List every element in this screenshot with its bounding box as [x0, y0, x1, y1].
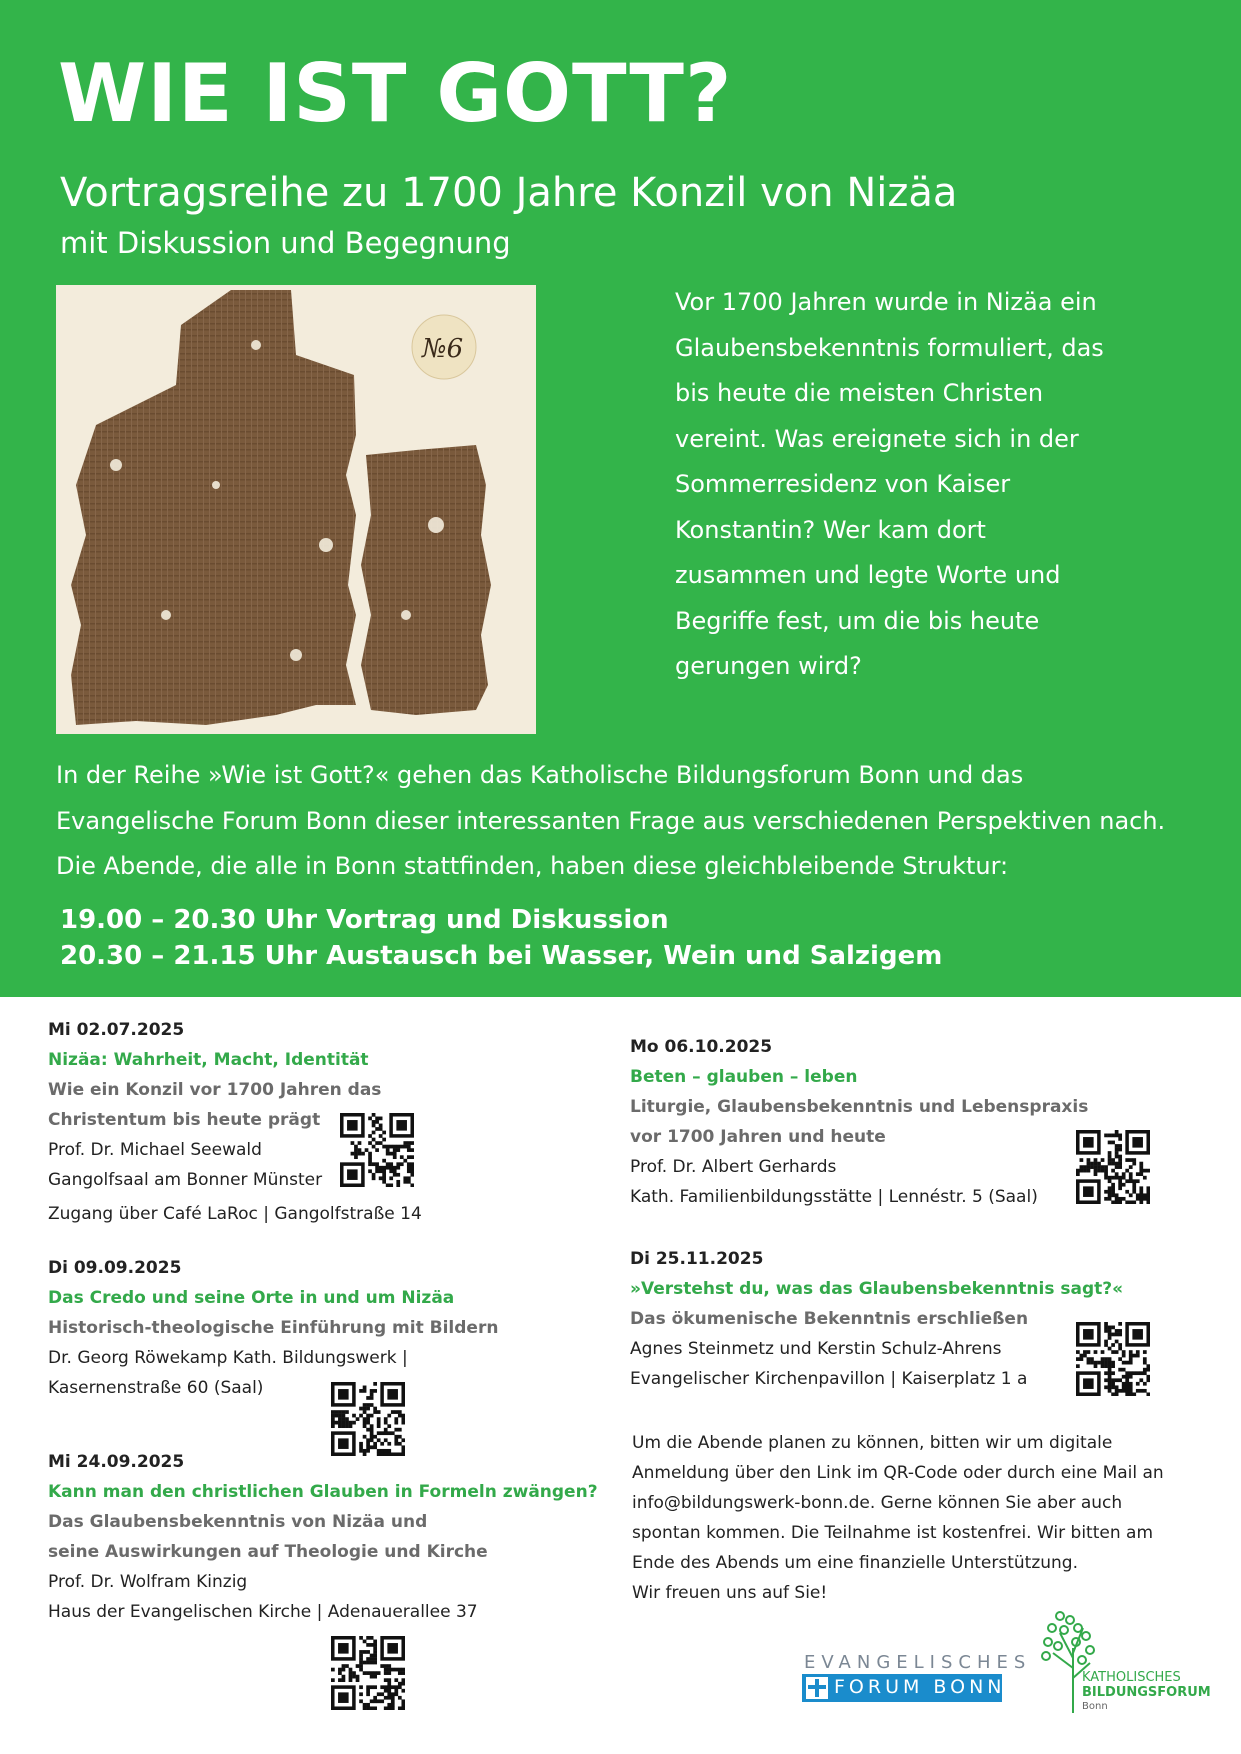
- event-venue: Evangelischer Kirchenpavillon | Kaiserplatz 1 a: [630, 1369, 1028, 1389]
- cross-icon: [806, 1677, 828, 1699]
- event-topic: Nizäa: Wahrheit, Macht, Identität: [48, 1050, 369, 1070]
- qr-code-icon[interactable]: [331, 1382, 405, 1456]
- evangelisches-forum-logo: EVANGELISCHES FORUM BONN: [802, 1652, 1002, 1706]
- event-date: Di 25.11.2025: [630, 1249, 764, 1269]
- event-subtitle: Wie ein Konzil vor 1700 Jahren das: [48, 1080, 382, 1100]
- event-subtitle: Liturgie, Glaubensbekenntnis und Lebenspraxis: [630, 1097, 1089, 1117]
- event-item: [48, 1253, 498, 1403]
- event-speaker: Dr. Georg Röwekamp Kath. Bildungswerk |: [48, 1348, 408, 1368]
- intro-text: Vor 1700 Jahren wurde in Nizäa ein Glaubensbekenntnis formuliert, das bis heute die meisten Christen vereint. Was ereignete sich in der Sommerresidenz von Kaiser Konstantin? Wer kam dort zusammen und legte Worte und Begriffe fest, um die bis heute gerungen wird?: [675, 288, 1104, 680]
- evening-schedule: 19.00 – 20.30 Uhr Vortrag und Diskussion 20.30 – 21.15 Uhr Austausch bei Wasser, Wein und Salzigem: [60, 905, 943, 971]
- event-speaker: Prof. Dr. Wolfram Kinzig: [48, 1572, 248, 1592]
- page-title: WIE IST GOTT?: [58, 47, 733, 140]
- event-topic: Das Credo und seine Orte in und um Nizäa: [48, 1288, 455, 1308]
- page-subtitle: Vortragsreihe zu 1700 Jahre Konzil von Nizäa: [60, 170, 958, 216]
- event-subtitle: Das Glaubensbekenntnis von Nizäa und: [48, 1512, 428, 1532]
- event-date: Mi 02.07.2025: [48, 1020, 185, 1040]
- event-item: [630, 1244, 1123, 1394]
- event-venue: Kath. Familienbildungsstätte | Lennéstr. 5 (Saal): [630, 1187, 1038, 1207]
- event-date: Mo 06.10.2025: [630, 1037, 773, 1057]
- series-description: In der Reihe »Wie ist Gott?« gehen das Katholische Bildungsforum Bonn und das Evangelische Forum Bonn dieser interessanten Frage aus verschiedenen Perspektiven nach. Die Abende, die alle in Bonn stattfinden, haben diese gleichbleibende Struktur:: [56, 761, 1166, 880]
- qr-code-icon[interactable]: [331, 1636, 405, 1710]
- event-venue: Kasernenstraße 60 (Saal): [48, 1378, 264, 1398]
- registration-note: Um die Abende planen zu können, bitten wir um digitale Anmeldung über den Link im QR-Code oder durch eine Mail an info@bildungswerk-bonn.de. Gerne können Sie aber auch spontan kommen. Die Teilnahme ist kostenfrei. Wir bitten am Ende des Abends um eine finanzielle Unterstützung. Wir freuen uns auf Sie!: [632, 1433, 1164, 1603]
- event-subtitle: seine Auswirkungen auf Theologie und Kirche: [48, 1542, 488, 1562]
- event-venue: Zugang über Café LaRoc | Gangolfstraße 14: [48, 1204, 422, 1224]
- papyrus-illustration: [56, 285, 536, 734]
- qr-code-icon[interactable]: [340, 1113, 414, 1187]
- qr-code-icon[interactable]: [1076, 1130, 1150, 1204]
- katholisches-bildungsforum-logo: KATHOLISCHES BILDUNGSFORUM Bonn: [1038, 1608, 1228, 1748]
- event-subtitle: Das ökumenische Bekenntnis erschließen: [630, 1309, 1029, 1329]
- event-item: [48, 1447, 598, 1627]
- event-subtitle: vor 1700 Jahren und heute: [630, 1127, 886, 1147]
- event-date: Di 09.09.2025: [48, 1258, 182, 1278]
- event-date: Mi 24.09.2025: [48, 1452, 185, 1472]
- event-subtitle: Historisch-theologische Einführung mit Bildern: [48, 1318, 499, 1338]
- event-venue: Gangolfsaal am Bonner Münster: [48, 1170, 323, 1190]
- qr-code-icon[interactable]: [1076, 1322, 1150, 1396]
- event-subtitle: Christentum bis heute prägt: [48, 1110, 321, 1130]
- event-topic: »Verstehst du, was das Glaubensbekenntnis sagt?«: [630, 1279, 1124, 1299]
- event-speaker: Agnes Steinmetz und Kerstin Schulz-Ahrens: [630, 1339, 1002, 1359]
- papyrus-label: №6: [422, 334, 464, 364]
- page-subsubtitle: mit Diskussion und Begegnung: [60, 226, 511, 260]
- event-topic: Kann man den christlichen Glauben in Formeln zwängen?: [48, 1482, 598, 1502]
- event-speaker: Prof. Dr. Michael Seewald: [48, 1140, 262, 1160]
- event-topic: Beten – glauben – leben: [630, 1067, 858, 1087]
- event-venue: Haus der Evangelischen Kirche | Adenauerallee 37: [48, 1602, 478, 1622]
- papyrus-image: [56, 285, 536, 734]
- event-speaker: Prof. Dr. Albert Gerhards: [630, 1157, 837, 1177]
- event-item: [630, 1032, 1088, 1212]
